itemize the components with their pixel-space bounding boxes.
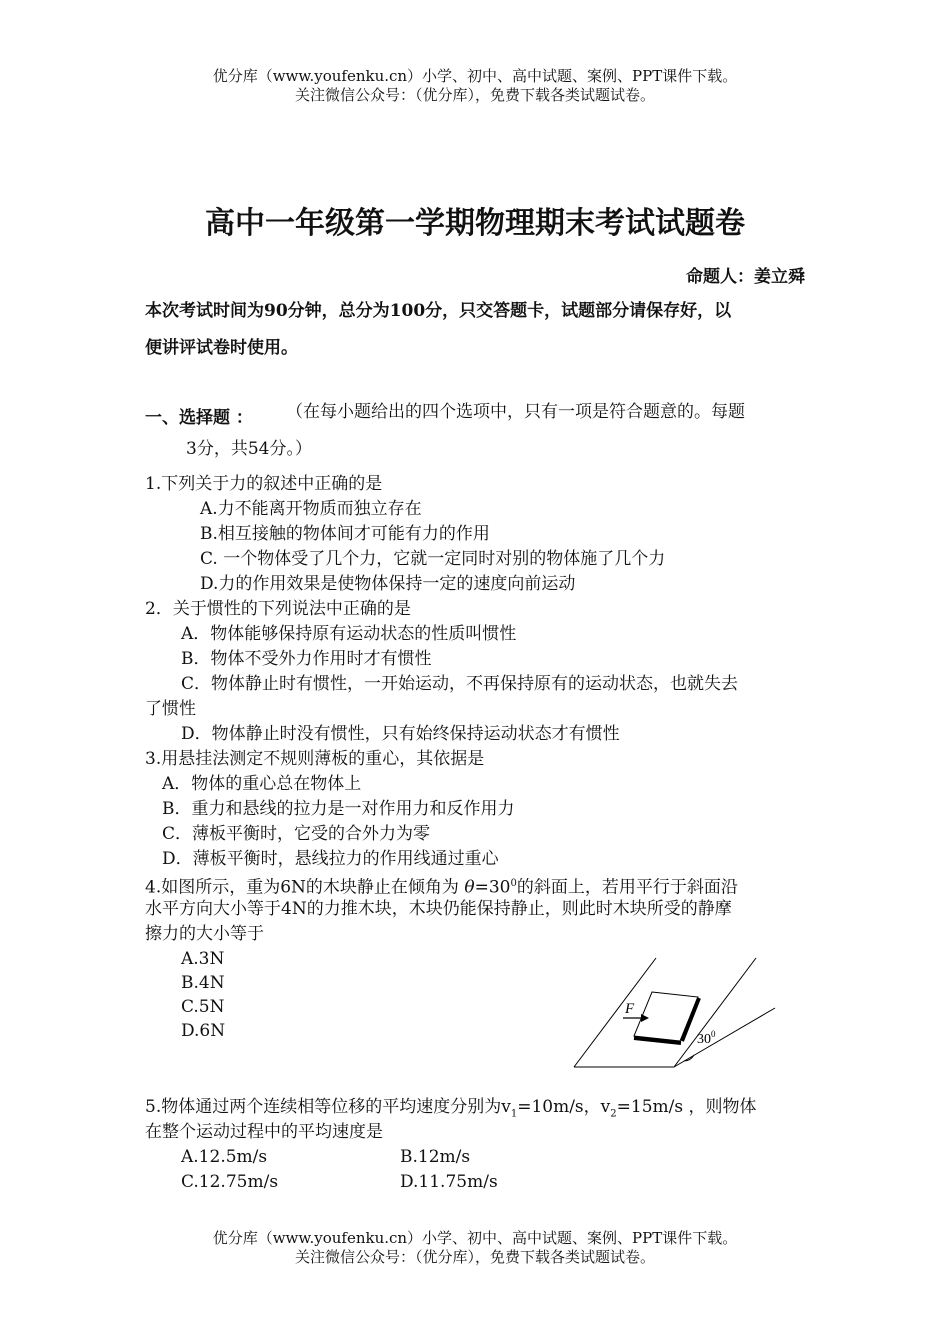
exam-title: 高中一年级第一学期物理期末考试试题卷 [205, 206, 745, 241]
q5-stem-line-2: 在整个运动过程中的平均速度是 [145, 1122, 383, 1142]
exam-notice-line-2: 便讲评试卷时使用。 [145, 338, 298, 358]
exam-author: 命题人：姜立舜 [686, 267, 805, 287]
section-instruction-line-2: 3分，共54分。） [186, 439, 312, 459]
q2-option-c: C．物体静止时有惯性，一开始运动，不再保持原有的运动状态，也就失去 [181, 674, 739, 694]
q4-stem-b: =30 [474, 877, 511, 898]
q5-option-a: A.12.5m/s [181, 1147, 268, 1167]
q4-theta: θ [464, 877, 475, 898]
q1-option-b: B.相互接触的物体间才可能有力的作用 [200, 524, 490, 544]
q2-option-b: B．物体不受外力作用时才有惯性 [181, 649, 432, 669]
angle-label-sup: 0 [711, 1029, 716, 1039]
q3-option-c: C．薄板平衡时，它受的合外力为零 [162, 824, 431, 844]
q5-sub-1: 1 [510, 1108, 518, 1120]
footer-line-1: 优分库（www.youfenku.cn）小学、初中、高中试题、案例、PPT课件下载。 [212, 1229, 738, 1247]
angle-label-value: 30 [697, 1032, 711, 1047]
q1-stem: 1.下列关于力的叙述中正确的是 [145, 474, 383, 494]
q3-stem: 3.用悬挂法测定不规则薄板的重心，其依据是 [145, 749, 485, 769]
q3-option-d: D．薄板平衡时，悬线拉力的作用线通过重心 [162, 849, 499, 869]
footer-line-2: 关注微信公众号：（优分库），免费下载各类试题试卷。 [294, 1248, 655, 1266]
force-label: F [625, 1001, 635, 1017]
incline-figure [560, 950, 800, 1075]
q4-stem-c: 的斜面上，若用平行于斜面沿 [516, 877, 738, 898]
q3-option-b: B．重力和悬线的拉力是一对作用力和反作用力 [162, 799, 515, 819]
q4-stem [145, 873, 738, 899]
section-heading: 一、选择题 ： [145, 408, 253, 428]
q2-stem: 2．关于惯性的下列说法中正确的是 [145, 599, 411, 619]
exam-notice-line-1: 本次考试时间为90分钟，总分为100分，只交答题卡，试题部分请保存好，以 [145, 301, 732, 321]
q5-stem-b: =10m/s，v [517, 1097, 611, 1117]
q4-degree-sup: 0 [510, 878, 517, 889]
q2-option-a: A．物体能够保持原有运动状态的性质叫惯性 [181, 624, 517, 644]
header-line-1: 优分库（www.youfenku.cn）小学、初中、高中试题、案例、PPT课件下载。 [212, 67, 738, 85]
q4-option-a: A.3N [181, 949, 225, 969]
q5-option-c: C.12.75m/s [181, 1172, 279, 1192]
q5-option-b: B.12m/s [400, 1147, 471, 1167]
section-instruction-line-1: （在每小题给出的四个选项中，只有一项是符合题意的。每题 [286, 402, 745, 422]
q5-stem-a: 5.物体通过两个连续相等位移的平均速度分别为v [145, 1097, 511, 1117]
q4-option-d: D.6N [181, 1021, 226, 1041]
q5-stem-c: =15m/s ，则物体 [616, 1097, 757, 1117]
q4-stem-line-3: 擦力的大小等于 [145, 924, 264, 944]
q4-stem-a: 4.如图所示，重为6N的木块静止在倾角为 [145, 877, 465, 898]
q2-option-d: D．物体静止时没有惯性，只有始终保持运动状态才有惯性 [181, 724, 620, 744]
q4-stem-line-2: 水平方向大小等于4N的力推木块，木块仍能保持静止，则此时木块所受的静摩 [145, 899, 732, 919]
q1-option-a: A.力不能离开物质而独立存在 [200, 499, 422, 519]
q4-option-b: B.4N [181, 973, 225, 993]
q5-option-d: D.11.75m/s [400, 1172, 498, 1192]
q3-option-a: A．物体的重心总在物体上 [162, 774, 362, 794]
q4-option-c: C.5N [181, 997, 225, 1017]
q2-option-c-cont: 了惯性 [145, 699, 196, 719]
q1-option-c: C. 一个物体受了几个力，它就一定同时对别的物体施了几个力 [200, 549, 666, 569]
q5-sub-2: 2 [610, 1108, 617, 1120]
q1-option-d: D.力的作用效果是使物体保持一定的速度向前运动 [200, 574, 576, 594]
header-line-2: 关注微信公众号：（优分库），免费下载各类试题试卷。 [294, 86, 655, 104]
